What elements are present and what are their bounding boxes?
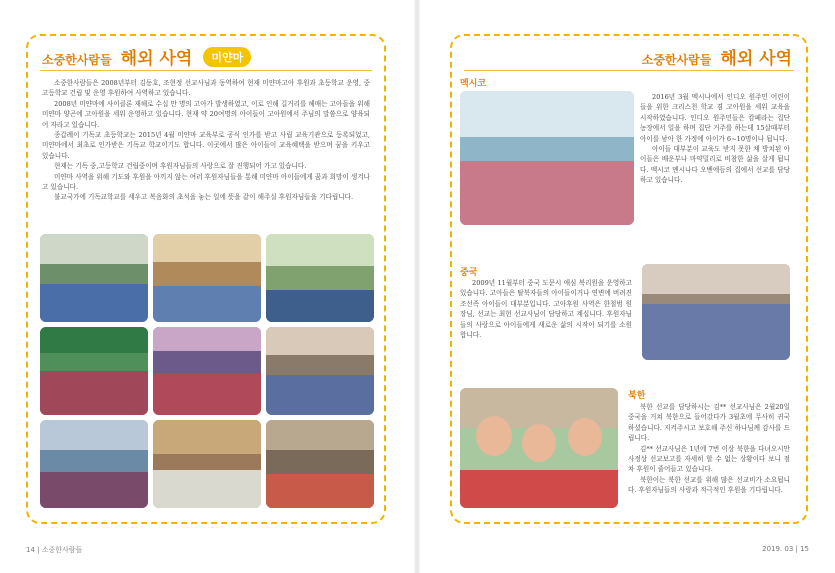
myanmar-photo-grid <box>40 234 374 508</box>
mexico-body <box>640 92 790 186</box>
paragraph: 북한 선교를 담당하시는 김** 선교사님은 2월20일 중국을 거쳐 북한으로 들어갔다가 3월초에 무사히 귀국하셨습니다. 지켜주시고 보호해 주신 하나님께 감사를 드립니다. <box>628 403 790 443</box>
paragraph: 2016년 3월 멕시나에서 인디오 원주민 어린이들을 위한 크리스천 학교 겸 고아원을 세워 교육을 시작하였습니다. 인디오 원주민들은 캄페라는 집단 농장에서 일을 하며 집단 거주를 하는데 15살때부터 아이를 낳아 한 가정에 아이가 6~10명이나 됩니다. <box>640 93 790 143</box>
photo-children <box>266 420 374 508</box>
paragraph: 미얀마 사역을 위해 기도와 후원을 아끼지 않는 여러 후원자님들을 통해 미얀마 아이들에게 꿈과 희망이 생겨나고 있습니다. <box>42 172 370 192</box>
header-sub: 소중한사람들 <box>641 53 712 67</box>
china-body <box>460 278 632 340</box>
right-footer: 2019. 03 | 15 <box>762 545 809 553</box>
section-header <box>42 44 251 69</box>
header-divider <box>464 70 794 71</box>
photo-china-children <box>642 264 790 360</box>
overseas-panel <box>450 34 808 524</box>
myanmar-panel <box>26 34 386 524</box>
paragraph: 김** 선교사님은 1년에 7번 이상 북한을 다녀오시만 사정상 선교보고를 자세히 할 수 없는 상황이다 보니 점차 후원이 줄어들고 있습니다. <box>628 444 790 474</box>
photo-church-3 <box>266 327 374 415</box>
myanmar-badge: 미얀마 <box>203 47 251 67</box>
photo-mexico-classroom <box>460 91 634 225</box>
photo-classroom-2 <box>153 234 261 322</box>
right-page <box>418 0 835 573</box>
paragraph: 불교국가에 기독교학교를 세우고 복음화의 초석을 놓는 일에 뜻을 같이 해주실 후원자님들을 기다립니다. <box>54 193 354 202</box>
photo-nk-children <box>460 388 618 508</box>
left-footer: 14 | 소중한사람들 <box>26 546 83 554</box>
header-main: 해외 사역 <box>720 49 792 69</box>
paragraph: 종갑례이 기독교 초등학교는 2015년 4월 미얀마 교육부로 공식 인가를 받고 사립 교육기관으로 등록되었고, 미얀마에서 최초로 인가받은 기독교 학교이기도 합니다. 이곳에서 많은 아이들이 교육혜택을 받으며 꿈을 키우고 있습니다. <box>42 131 370 160</box>
photo-meal <box>153 420 261 508</box>
paragraph: 아이들 대부분이 교육도 받지 못한 채 방치된 아이들은 배운부나 마약밀리로 비참한 삶을 살게 됩니다. 멕시코 멘시나다 오벤에듬의 집에서 선교를 담당하고 있습니다. <box>640 145 790 185</box>
header-sub: 소중한사람들 <box>42 53 112 67</box>
photo-church-1 <box>40 327 148 415</box>
nk-body <box>628 402 790 496</box>
header-main: 해외 사역 <box>120 49 193 69</box>
paragraph: 2009년 11월부터 중국 도문시 애심 복리원을 운영하고 있습니다. 고아들은 탈북자들의 아이들이거나 연변에 버려진 조선족 아이들이 대부분입니다. 고아후원 사역은 한철범 원장님, 선교는 최헌 선교사님이 담당하고 계십니다. 후원자님들의 사랑으로 아이들에게 새로운 삶의 시작이 되기를 소원합니다. <box>460 279 632 340</box>
paragraph: 소중한사람들은 2008년부터 김동호, 조현정 선교사님과 동역하여 현재 미얀마고아 후원과 초등학교 운영, 중 고등학교 건립 및 운영 후원하여 사역하고 있습니다. <box>42 79 370 98</box>
myanmar-body <box>42 78 370 203</box>
photo-church-2 <box>153 327 261 415</box>
paragraph: 2008년 미얀마에 사이클론 재해로 수십 만 명의 고아가 발생하였고, 이로 인해 길거리를 헤매는 고아들을 위해 미얀마 양곤에 고아원을 세워 운영하고 있습니다. 현재 약 20여명의 아이들이 고아원에서 주님의 말씀으로 양육되어 자라고 있습니다. <box>42 99 370 129</box>
photo-classroom-3 <box>266 234 374 322</box>
photo-gathering <box>40 420 148 508</box>
paragraph: 북한이는 북한 선교를 위해 많은 선교비가 소요됩니다. 후원자님들의 사랑과 적극적인 후원을 기다립니다. <box>628 475 790 495</box>
paragraph: 현재는 기독 중,고등학교 건립중이며 후원자님들의 사랑으로 잘 진행되어 가고 있습니다. <box>54 162 307 171</box>
photo-classroom-1 <box>40 234 148 322</box>
section-title-china: 중국 <box>460 268 478 278</box>
section-header <box>642 44 792 69</box>
section-title-nk: 북한 <box>628 391 646 401</box>
section-title-mexico: 멕시코 <box>460 79 487 89</box>
header-divider <box>40 70 372 71</box>
